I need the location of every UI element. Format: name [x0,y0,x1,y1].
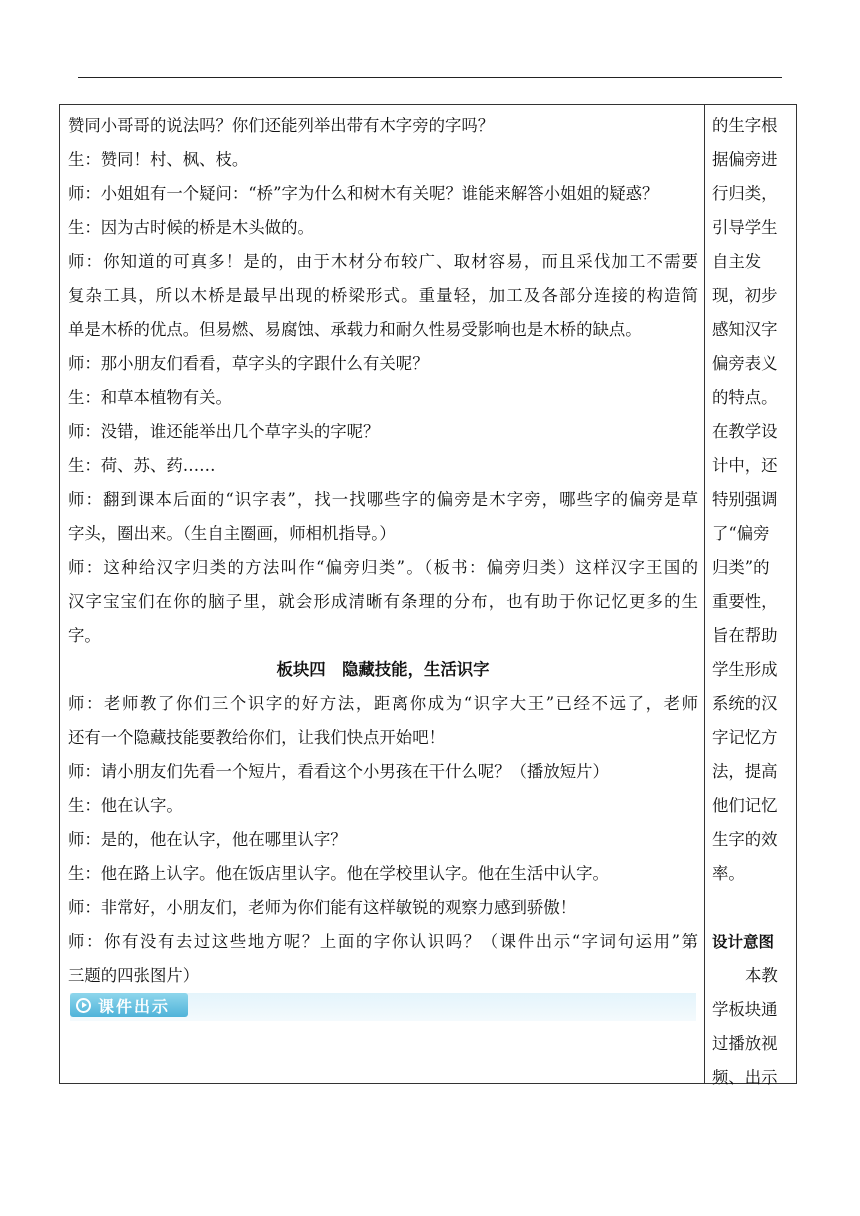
side-text-line: 法，提高 [712,762,778,781]
side-text-line: 率。 [712,864,745,883]
side-text-line: 过播放视 [712,1034,778,1053]
main-text-line: 师：老师教了你们三个识字的好方法，距离你成为“识字大王”已经不远了，老师 [68,694,698,713]
side-text-line: 计中，还 [712,456,778,475]
main-text-line: 汉字宝宝们在你的脑子里，就会形成清晰有条理的分布，也有助于你记忆更多的生 [68,592,698,611]
design-intent-column [712,109,792,1095]
main-text-line: 还有一个隐藏技能要教给你们，让我们快点开始吧！ [68,728,445,747]
main-text-line: 字头，圈出来。（生自主圈画，师相机指导。） [68,524,396,543]
side-text-line: 行归类， [712,184,778,203]
side-text-line: 生字的效 [712,830,778,849]
side-text-line: 归类”的 [712,558,770,577]
main-text-line: 生：赞同！村、枫、枝。 [68,150,249,169]
main-text-line: 师：这种给汉字归类的方法叫作“偏旁归类”。（板书：偏旁归类）这样汉字王国的 [68,558,698,577]
main-text-line: 师：请小朋友们先看一个短片，看看这个小男孩在干什么呢？（播放短片） [68,762,609,781]
section-heading: 板块四 隐藏技能，生活识字 [276,660,490,679]
side-text-line: 引导学生 [712,218,778,237]
side-text-line: 感知汉字 [712,320,778,339]
side-text-line: 特别强调 [712,490,778,509]
main-text-line: 师：翻到课本后面的“识字表”，找一找哪些字的偏旁是木字旁，哪些字的偏旁是草 [68,490,698,509]
main-text-line: 师：小姐姐有一个疑问：“桥”字为什么和树木有关呢？谁能来解答小姐姐的疑惑？ [68,184,659,203]
side-text-line: 的特点。 [712,388,778,407]
main-text-line: 生：他在路上认字。他在饭店里认字。他在学校里认字。他在生活中认字。 [68,864,609,883]
side-spacer [712,891,792,925]
main-text-line: 生：他在认字。 [68,796,183,815]
side-text-line: 旨在帮助 [712,626,778,645]
side-text-line: 在教学设 [712,422,778,441]
courseware-tab[interactable] [70,993,188,1017]
main-text-line: 字。 [68,626,101,645]
side-text-line: 据偏旁进 [712,150,778,169]
side-text-line: 现，初步 [712,286,778,305]
side-text-line: 偏旁表义 [712,354,778,373]
side-text-line: 字记忆方 [712,728,778,747]
main-text-line: 师：你知道的可真多！是的，由于木材分布较广、取材容易，而且采伐加工不需要 [68,252,698,271]
main-text-line: 师：没错，谁还能举出几个草字头的字呢？ [68,422,380,441]
design-intent-heading: 设计意图 [712,933,775,951]
side-text-line: 系统的汉 [712,694,778,713]
main-text-line: 师：那小朋友们看看，草字头的字跟什么有关呢？ [68,354,429,373]
main-text-line: 单是木桥的优点。但易燃、易腐蚀、承载力和耐久性易受影响也是木桥的缺点。 [68,320,642,339]
side-text-line: 频、出示 [712,1068,778,1087]
header-rule [78,77,782,78]
main-text-line: 生：荷、苏、药…… [68,456,216,475]
side-text-line: 学生形成 [712,660,778,679]
courseware-banner [70,993,696,1021]
side-text-line: 学板块通 [712,1000,778,1019]
side-text-line: 重要性， [712,592,778,611]
main-text-line: 生：因为古时候的桥是木头做的。 [68,218,314,237]
main-text-line: 师：是的，他在认字，他在哪里认字？ [68,830,347,849]
main-text-line: 师：非常好，小朋友们，老师为你们能有这样敏锐的观察力感到骄傲！ [68,898,577,917]
play-icon [76,998,91,1013]
teaching-process-column [68,109,698,993]
side-text-line: 本教 [745,966,778,985]
main-text-line: 生：和草本植物有关。 [68,388,232,407]
main-text-line: 赞同小哥哥的说法吗？你们还能列举出带有木字旁的字吗？ [68,116,495,135]
main-text-line: 复杂工具，所以木桥是最早出现的桥梁形式。重量轻，加工及各部分连接的构造简 [68,286,698,305]
main-text-line: 师：你有没有去过这些地方呢？上面的字你认识吗？（课件出示“字词句运用”第 [68,932,698,951]
side-text-line: 的生字根 [712,116,778,135]
courseware-label: 课件出示 [98,996,171,1016]
side-text-line: 他们记忆 [712,796,778,815]
lesson-table [59,104,797,1087]
main-text-line: 三题的四张图片） [68,966,200,985]
side-text-line: 了“偏旁 [712,524,770,543]
side-text-line: 自主发 [712,252,762,271]
column-divider [704,105,705,1083]
